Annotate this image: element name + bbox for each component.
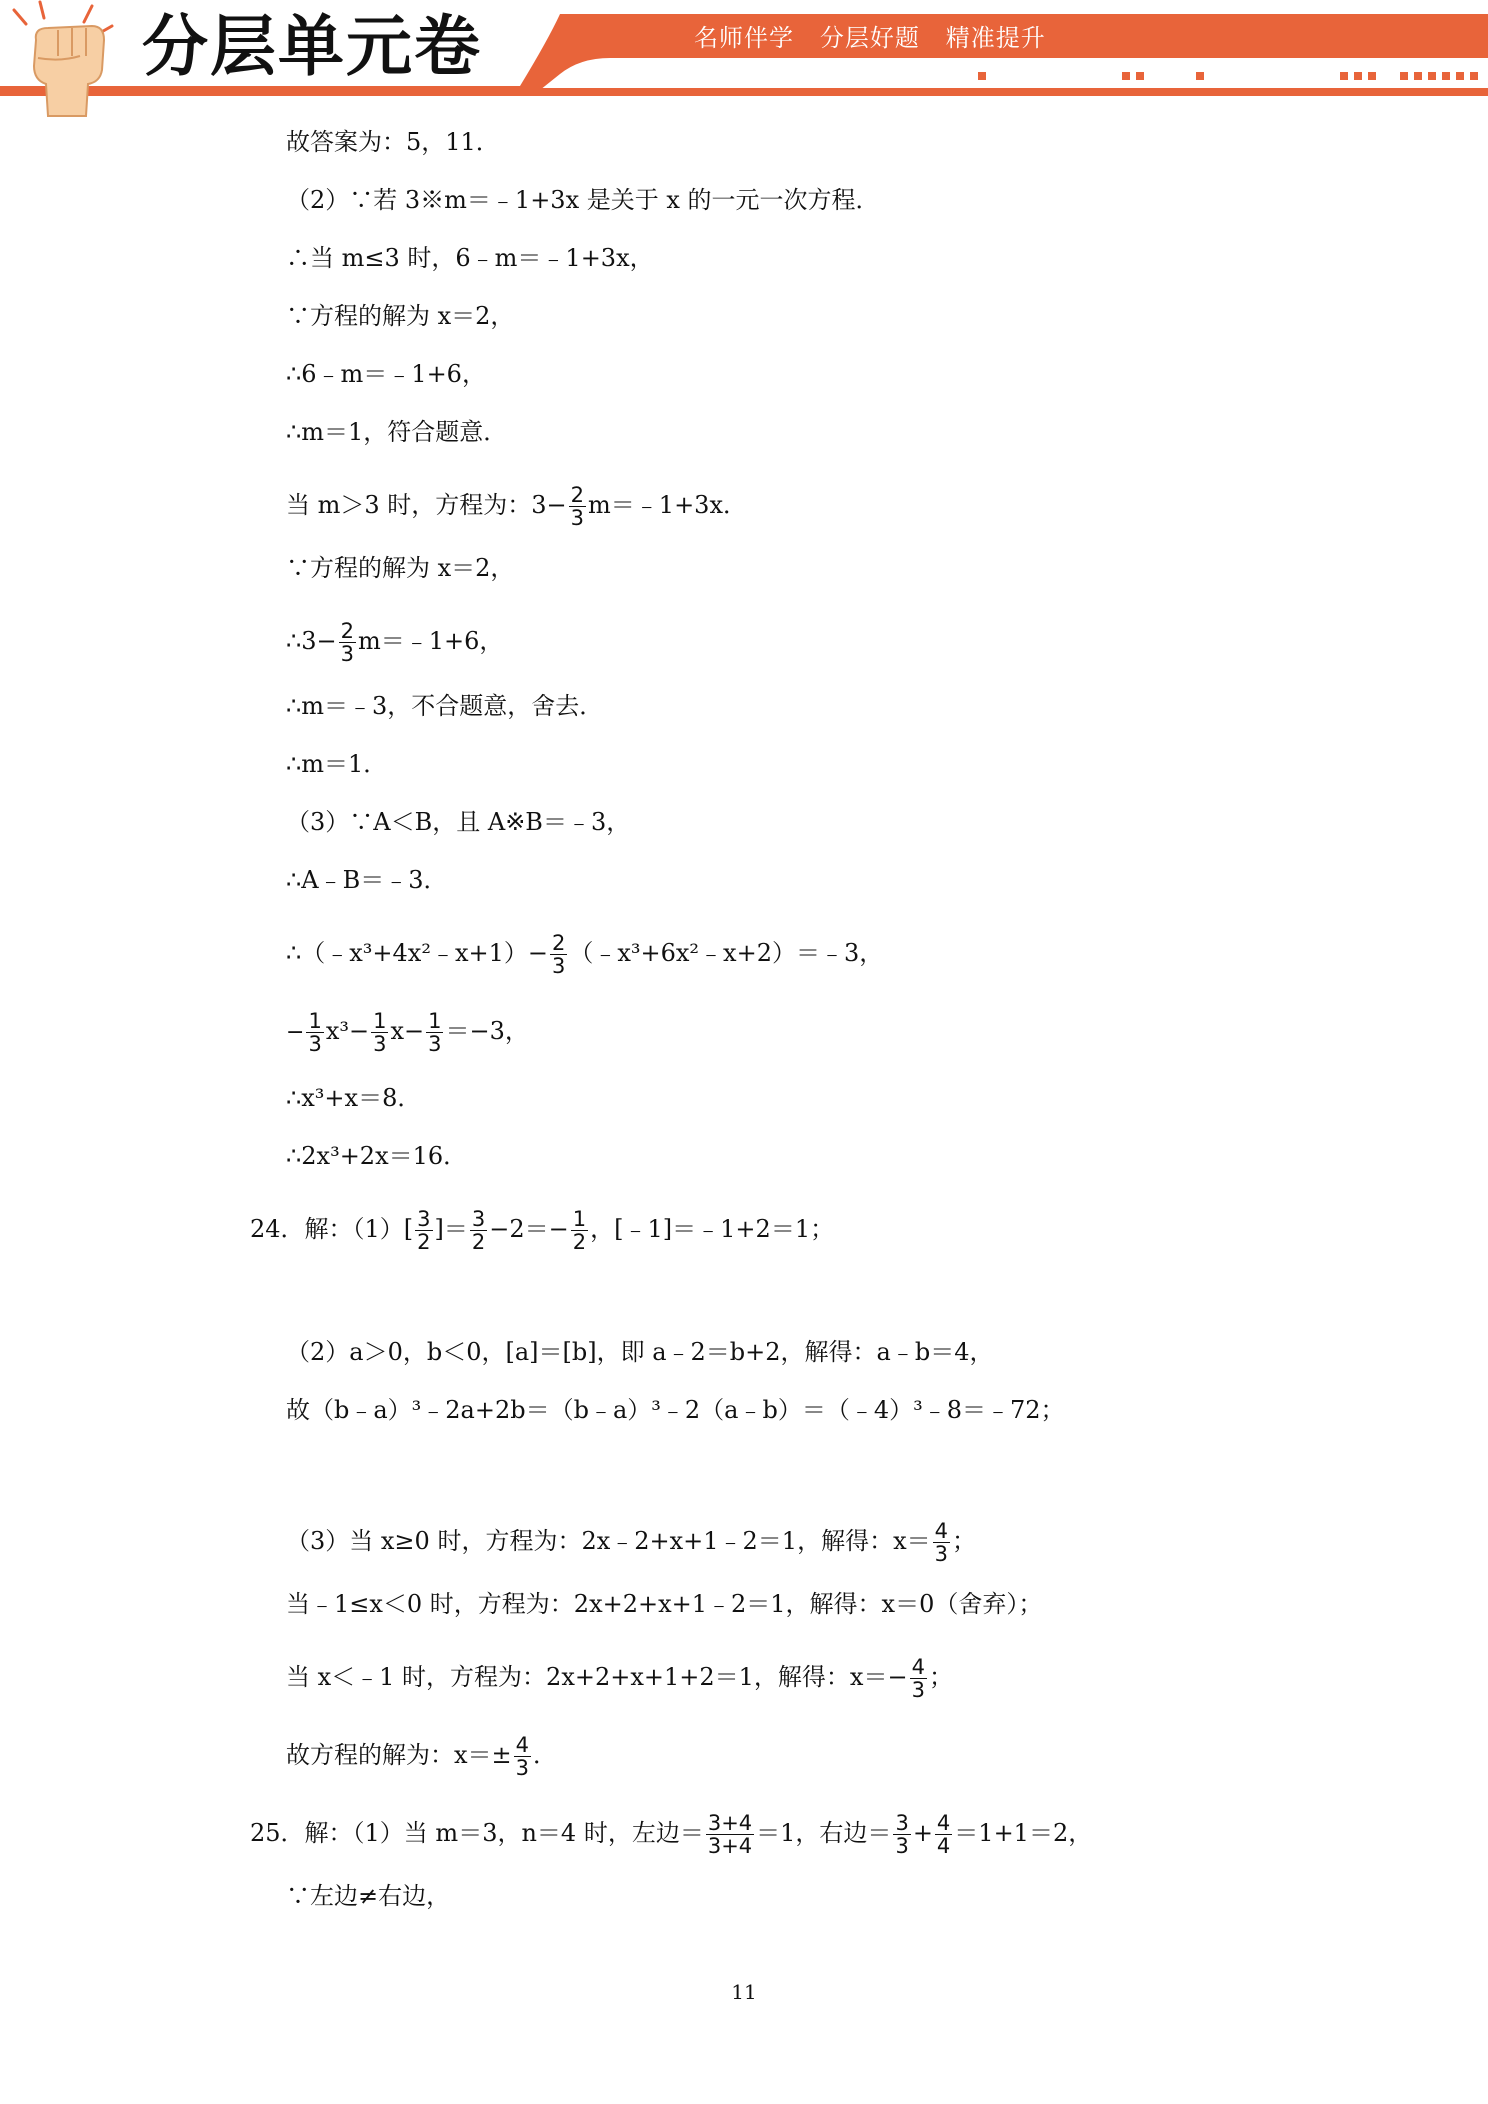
formula-line bbox=[250, 1208, 834, 1253]
fraction: $\frac{1}{2}$ bbox=[572, 1207, 587, 1254]
text-line: ∵左边≠右边， bbox=[286, 1882, 451, 1910]
text-line: 故答案为：5，11． bbox=[286, 128, 500, 156]
text-segment: ＝1，右边＝ bbox=[756, 1819, 892, 1847]
raised-fist-icon bbox=[0, 0, 130, 120]
text-line: 故（b﹣a）³﹣2a+2b＝（b﹣a）³﹣2（a﹣b）＝（﹣4）³﹣8＝﹣72； bbox=[286, 1396, 1065, 1424]
formula-line bbox=[286, 1520, 976, 1565]
text-segment: ． bbox=[533, 1741, 558, 1769]
page-header bbox=[0, 0, 1488, 120]
text-line: ∴m＝﹣3，不合题意，舍去． bbox=[286, 692, 604, 720]
text-segment: −2＝− bbox=[489, 1215, 569, 1243]
text-segment: 24．解：（1）[ bbox=[250, 1215, 414, 1243]
text-segment: 故方程的解为：x＝± bbox=[286, 1741, 512, 1769]
text-segment: ＝1+1＝2， bbox=[954, 1819, 1093, 1847]
text-segment: ]＝ bbox=[434, 1215, 468, 1243]
formula-line: 当 x＜﹣1 时，方程为：2x+2+x+1+2＝1，解得：x＝− $\frac{4}{3}$ ； bbox=[286, 1655, 953, 1702]
page-number: 11 bbox=[731, 1980, 757, 2004]
text-segment: ＝−3， bbox=[445, 1017, 529, 1045]
text-segment: x− bbox=[390, 1017, 425, 1045]
text-segment: ，[﹣1]＝﹣1+2＝1； bbox=[590, 1215, 835, 1243]
formula-line bbox=[286, 932, 883, 977]
text-segment: （3）当 x≥0 时，方程为：2x﹣2+x+1﹣2＝1，解得：x＝ bbox=[286, 1527, 931, 1555]
fraction: $\frac{1}{3}$ bbox=[428, 1009, 442, 1056]
text-line: ∴6﹣m＝﹣1+6， bbox=[286, 360, 486, 388]
text-segment: + bbox=[912, 1819, 933, 1847]
text-line: ∴x³+x＝8． bbox=[286, 1084, 422, 1112]
fraction: $\frac{3}{3}$ bbox=[895, 1811, 909, 1858]
fraction: $\frac{1}{3}$ bbox=[308, 1009, 322, 1056]
text-line: ∵方程的解为 x＝2， bbox=[286, 554, 515, 582]
fraction: $\frac{3+4}{3+4}$ bbox=[707, 1811, 753, 1858]
formula-line bbox=[286, 1734, 557, 1779]
fraction: $\frac{4}{3}$ bbox=[911, 1655, 925, 1702]
text-line: ∴m＝1． bbox=[286, 750, 388, 778]
fraction: $\frac{2}{3}$ bbox=[570, 483, 585, 530]
text-line: ∴A﹣B＝﹣3． bbox=[286, 866, 448, 894]
fraction: $\frac{2}{3}$ bbox=[340, 619, 355, 666]
text-segment: x³− bbox=[325, 1017, 370, 1045]
formula-line bbox=[286, 484, 747, 529]
fraction: $\frac{2}{3}$ bbox=[551, 931, 566, 978]
fraction: $\frac{4}{3}$ bbox=[515, 1733, 530, 1780]
fraction: $\frac{4}{4}$ bbox=[936, 1811, 951, 1858]
text-segment: 当 x＜﹣1 时，方程为：2x+2+x+1+2＝1，解得：x＝− bbox=[286, 1663, 908, 1691]
text-line: ∴当 m≤3 时，6﹣m＝﹣1+3x， bbox=[286, 244, 654, 272]
text-segment: ； bbox=[952, 1527, 976, 1555]
text-segment: m＝﹣1+3x． bbox=[588, 491, 747, 519]
text-segment: m＝﹣1+6， bbox=[358, 627, 504, 655]
fraction: $\frac{3}{2}$ bbox=[471, 1207, 486, 1254]
text-segment: 25．解：（1）当 m＝3，n＝4 时，左边＝ bbox=[250, 1819, 704, 1847]
fraction: $\frac{4}{3}$ bbox=[934, 1519, 948, 1566]
text-segment: 当 m＞3 时，方程为：3− bbox=[286, 491, 567, 519]
text-line: ∵方程的解为 x＝2， bbox=[286, 302, 515, 330]
brand-title: 分层单元卷 bbox=[142, 8, 482, 85]
text-line: （3）∵A＜B，且 A※B＝﹣3， bbox=[286, 808, 631, 836]
fraction: $\frac{3}{2}$ bbox=[417, 1207, 431, 1254]
text-segment: ∴3− bbox=[286, 627, 337, 655]
text-line: （2）∵若 3※m＝﹣1+3x 是关于 x 的一元一次方程． bbox=[286, 186, 880, 214]
fraction: $\frac{1}{3}$ bbox=[373, 1009, 387, 1056]
text-segment: ∴（﹣x³+4x²﹣x+1）− bbox=[286, 939, 548, 967]
text-line: （2）a＞0，b＜0，[a]＝[b]，即 a﹣2＝b+2，解得：a﹣b＝4， bbox=[286, 1338, 994, 1366]
formula-line: − $\frac{1}{3}$ x³− $\frac{1}{3}$ x− $\frac{1}{3}$ ＝−3， bbox=[286, 1009, 529, 1056]
formula-line bbox=[286, 620, 503, 665]
formula-line bbox=[250, 1812, 1092, 1857]
text-line: ∴2x³+2x＝16． bbox=[286, 1142, 468, 1170]
header-slogan: 名师伴学 分层好题 精准提升 bbox=[694, 24, 1046, 52]
text-segment: （﹣x³+6x²﹣x+2）＝﹣3， bbox=[569, 939, 884, 967]
text-line: 当﹣1≤x＜0 时，方程为：2x+2+x+1﹣2＝1，解得：x＝0（舍弃）； bbox=[286, 1590, 1043, 1618]
text-line: ∴m＝1，符合题意． bbox=[286, 418, 508, 446]
